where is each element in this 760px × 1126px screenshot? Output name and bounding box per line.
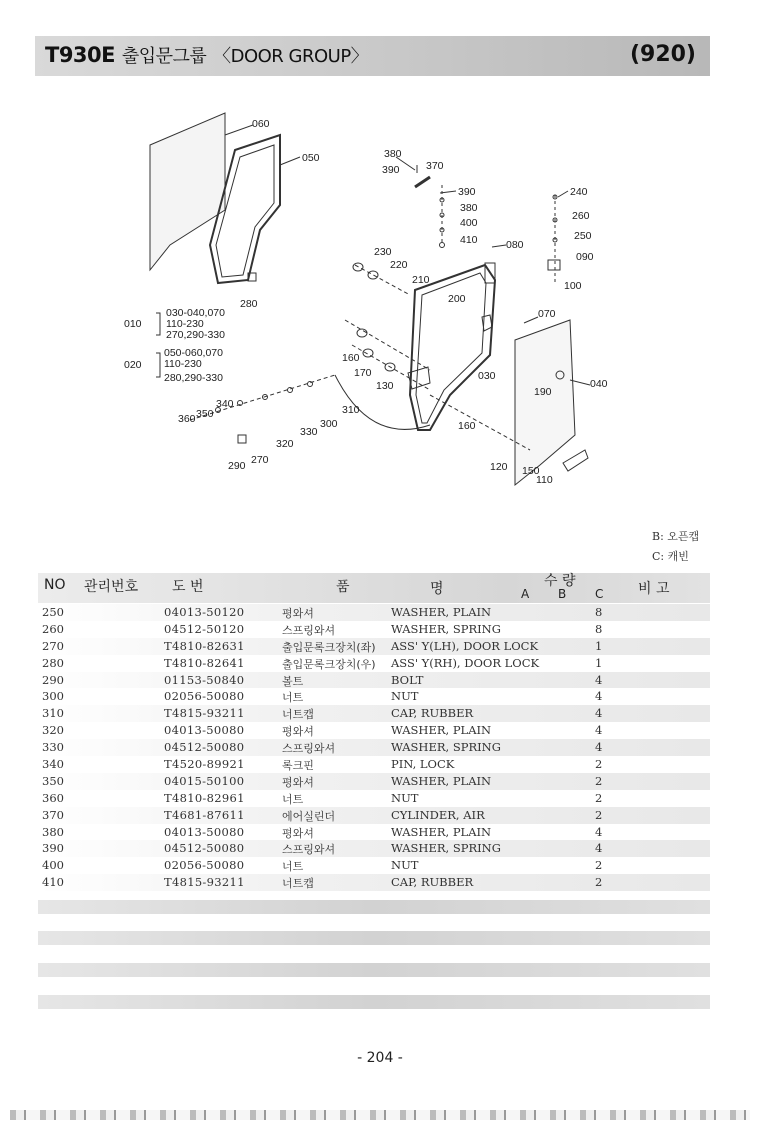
header-qty-b: B: [558, 587, 567, 601]
cell-en: NUT: [391, 689, 419, 704]
cell-part: 01153-50840: [164, 672, 245, 687]
callout-060: 060: [252, 118, 270, 130]
callout-110: 110: [536, 474, 553, 486]
callout-360: 360: [178, 413, 196, 425]
callout-100: 100: [564, 280, 582, 292]
callout-370: 370: [426, 160, 444, 172]
callout-330: 330: [300, 426, 318, 438]
table-header: [38, 573, 710, 603]
cell-part: T4810-82631: [164, 638, 245, 653]
table-row: [38, 705, 710, 722]
callout-350: 350: [196, 408, 214, 420]
callout-380-b: 380: [460, 202, 478, 214]
table-row: [38, 756, 710, 773]
cell-ko: 록크핀: [282, 759, 314, 773]
page-number: - 204 -: [357, 1050, 403, 1066]
cell-qty: 1: [595, 655, 603, 670]
legend-c: C: 캐빈: [652, 550, 689, 563]
table-row: [38, 638, 710, 655]
callout-250: 250: [574, 230, 592, 242]
callout-310: 310: [342, 404, 360, 416]
cell-no: 330: [42, 740, 64, 755]
cell-qty: 2: [595, 875, 603, 890]
callout-020-b: 110-230: [164, 358, 202, 370]
cell-no: 290: [42, 672, 64, 687]
page-title: [45, 42, 368, 68]
header-name-2: 명: [430, 581, 444, 597]
cell-part: 04013-50080: [164, 824, 245, 839]
header-qty-c: C: [595, 587, 604, 601]
cell-ko: 스프링와셔: [282, 843, 336, 857]
callout-010-a: 030-040,070: [166, 307, 225, 319]
cell-qty: 4: [595, 706, 603, 721]
callout-010-b: 110-230: [166, 318, 204, 330]
cell-part: 04015-50100: [164, 773, 245, 788]
table-row: [38, 604, 710, 621]
cell-en: WASHER, SPRING: [391, 740, 501, 755]
cell-part: 02056-50080: [164, 689, 245, 704]
cell-part: 04013-50120: [164, 605, 245, 619]
cell-en: BOLT: [391, 672, 424, 687]
callout-050: 050: [302, 152, 320, 164]
callout-030: 030: [478, 370, 496, 382]
parts-table: [38, 604, 710, 891]
callout-120: 120: [490, 461, 508, 473]
empty-row-band: [38, 931, 710, 945]
cell-no: 400: [42, 858, 64, 873]
callout-080: 080: [506, 239, 524, 251]
callout-260: 260: [572, 210, 590, 222]
cell-part: 04512-50120: [164, 621, 245, 636]
cell-no: 280: [42, 655, 64, 670]
cell-en: WASHER, PLAIN: [391, 773, 492, 788]
cell-ko: 평와셔: [282, 725, 314, 739]
callout-040: 040: [590, 378, 608, 390]
callout-380-a: 380: [384, 148, 402, 160]
cell-en: ASS' Y(RH), DOOR LOCK: [391, 655, 540, 670]
cell-ko: 에어실린더: [282, 809, 336, 823]
cell-qty: 8: [595, 621, 603, 636]
cell-qty: 4: [595, 689, 603, 704]
cell-ko: 평와셔: [282, 775, 314, 789]
cell-no: 410: [42, 875, 64, 890]
callout-240: 240: [570, 186, 588, 198]
cell-en: CYLINDER, AIR: [391, 807, 485, 822]
cell-ko: 스프링와셔: [282, 623, 336, 637]
empty-row-band: [38, 963, 710, 977]
callout-300: 300: [320, 418, 338, 430]
cell-ko: 너트: [282, 792, 304, 806]
cell-en: WASHER, PLAIN: [391, 605, 492, 619]
cell-en: WASHER, PLAIN: [391, 723, 492, 738]
cell-no: 260: [42, 621, 64, 636]
table-row: [38, 739, 710, 756]
header-qty-a: A: [521, 587, 530, 601]
cell-ko: 평와셔: [282, 826, 314, 840]
cell-ko: 출입문록크장치(좌): [282, 640, 376, 654]
table-row: [38, 688, 710, 705]
header-drawing: 도 번: [172, 579, 204, 595]
callout-390-a: 390: [382, 164, 400, 176]
cell-en: WASHER, SPRING: [391, 621, 501, 636]
callout-020: 020: [124, 359, 142, 371]
cell-no: 360: [42, 790, 64, 805]
cell-part: 04013-50080: [164, 723, 245, 738]
cell-no: 310: [42, 706, 64, 721]
cell-qty: 8: [595, 605, 603, 619]
cell-en: CAP, RUBBER: [391, 875, 474, 890]
cell-ko: 너트: [282, 860, 304, 874]
callout-190: 190: [534, 386, 552, 398]
empty-row-band: [38, 900, 710, 914]
table-row: [38, 857, 710, 874]
callout-220: 220: [390, 259, 408, 271]
header-no: NO: [44, 577, 66, 593]
table-row: [38, 874, 710, 891]
cell-part: 02056-50080: [164, 858, 245, 873]
callout-020-c: 280,290-330: [164, 372, 223, 384]
callout-170: 170: [354, 367, 372, 379]
table-row: [38, 790, 710, 807]
cell-en: ASS' Y(LH), DOOR LOCK: [391, 638, 539, 653]
cell-no: 270: [42, 638, 64, 653]
group-code: (920): [629, 42, 696, 67]
header-mgmt: 관리번호: [84, 579, 139, 595]
cell-qty: 2: [595, 773, 603, 788]
cell-ko: 스프링와셔: [282, 742, 336, 756]
cell-part: T4681-87611: [164, 807, 245, 822]
cell-en: PIN, LOCK: [391, 757, 455, 772]
cell-en: NUT: [391, 790, 419, 805]
cell-part: T4520-89921: [164, 757, 245, 772]
cell-no: 350: [42, 773, 64, 788]
cell-qty: 1: [595, 638, 603, 653]
cell-no: 390: [42, 841, 64, 856]
cell-qty: 4: [595, 824, 603, 839]
cell-no: 340: [42, 757, 64, 772]
cell-part: T4810-82961: [164, 790, 245, 805]
model-name: T930E: [45, 43, 116, 67]
callout-070: 070: [538, 308, 556, 320]
cell-part: T4815-93211: [164, 875, 245, 890]
legend-b: B: 오픈캡: [652, 530, 700, 543]
callout-320: 320: [276, 438, 294, 450]
cell-ko: 출입문록크장치(우): [282, 657, 376, 671]
callout-130: 130: [376, 380, 394, 392]
cell-part: 04512-50080: [164, 841, 245, 856]
callout-200: 200: [448, 293, 466, 305]
cell-qty: 2: [595, 807, 603, 822]
cell-ko: 너트: [282, 691, 304, 705]
callout-390-b: 390: [458, 186, 476, 198]
cell-no: 250: [42, 605, 64, 619]
callout-160-b: 160: [458, 420, 476, 432]
cell-no: 320: [42, 723, 64, 738]
cell-no: 370: [42, 807, 64, 822]
cell-part: T4815-93211: [164, 706, 245, 721]
header-remark: 비 고: [638, 581, 670, 597]
cell-qty: 4: [595, 672, 603, 687]
page-header: [35, 36, 710, 76]
header-qty: 수 량: [544, 573, 576, 589]
cell-ko: 너트캡: [282, 877, 314, 891]
callout-010: 010: [124, 318, 142, 330]
group-title-ko: 출입문그룹: [121, 46, 207, 67]
callout-020-a: 050-060,070: [164, 347, 223, 359]
callout-410: 410: [460, 234, 478, 246]
table-row: [38, 773, 710, 790]
callout-290: 290: [228, 460, 246, 472]
callout-010-c: 270,290-330: [166, 329, 225, 341]
cell-qty: 2: [595, 858, 603, 873]
table-row: [38, 655, 710, 672]
cell-en: WASHER, PLAIN: [391, 824, 492, 839]
exploded-parts-diagram: [124, 105, 630, 495]
callout-400: 400: [460, 217, 478, 229]
cell-part: T4810-82641: [164, 655, 245, 670]
cell-ko: 너트캡: [282, 708, 314, 722]
callout-210: 210: [412, 274, 430, 286]
cell-qty: 4: [595, 740, 603, 755]
callout-150: 150: [522, 465, 540, 477]
callout-270: 270: [251, 454, 269, 466]
header-name-1: 품: [336, 579, 350, 595]
cell-ko: 평와셔: [282, 607, 314, 620]
table-row: [38, 824, 710, 841]
cell-no: 380: [42, 824, 64, 839]
callout-230: 230: [374, 246, 392, 258]
callout-280: 280: [240, 298, 258, 310]
callout-340: 340: [216, 398, 234, 410]
cell-en: WASHER, SPRING: [391, 841, 501, 856]
cell-qty: 2: [595, 757, 603, 772]
cell-qty: 4: [595, 841, 603, 856]
group-title-en: 〈DOOR GROUP〉: [213, 46, 369, 67]
cell-en: NUT: [391, 858, 419, 873]
cell-qty: 2: [595, 790, 603, 805]
cell-no: 300: [42, 689, 64, 704]
scan-edge-strip: [10, 1110, 750, 1120]
cell-part: 04512-50080: [164, 740, 245, 755]
table-row: [38, 672, 710, 689]
table-row: [38, 807, 710, 824]
table-row: [38, 621, 710, 638]
callout-160-a: 160: [342, 352, 360, 364]
empty-row-band: [38, 995, 710, 1009]
cell-qty: 4: [595, 723, 603, 738]
table-row: [38, 840, 710, 857]
cell-en: CAP, RUBBER: [391, 706, 474, 721]
callout-090: 090: [576, 251, 594, 263]
table-row: [38, 722, 710, 739]
cell-ko: 볼트: [282, 674, 304, 688]
